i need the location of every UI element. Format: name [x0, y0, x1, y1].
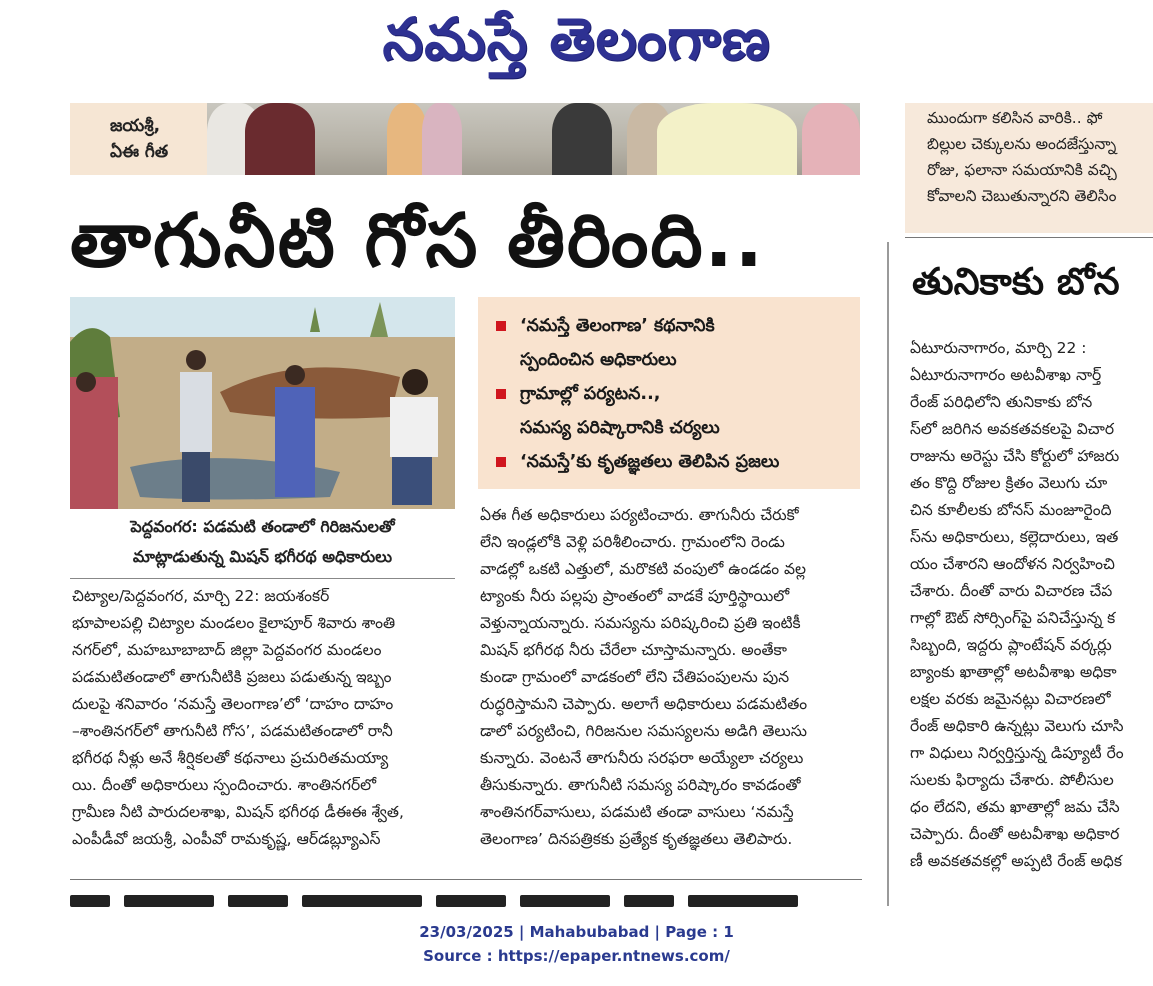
highlight-text: ‘నమస్తే’కు కృతజ్ఞతలు తెలిపిన ప్రజలు — [520, 452, 780, 472]
text-line: ధం లేదని, తమ ఖాతాల్లో జమ చేసి — [910, 798, 1120, 816]
text-line: తం కొద్ది రోజుల క్రితం వెలుగు చూ — [910, 474, 1108, 492]
text-line: సులకు ఫిర్యాదు చేశారు. పోలీసుల — [910, 771, 1114, 789]
highlight-item — [496, 309, 860, 343]
text-line: వాడల్లో ఒకటి ఎత్తులో, మరొకటి వంపులో ఉండడం వల్ల — [480, 560, 807, 578]
text-line: –శాంతినగర్‌లో తాగునీటి గోస’, పడమటితండాలో రానీ — [72, 722, 393, 740]
divider — [905, 237, 1153, 238]
text-line: చెప్పారు. దీంతో అటవీశాఖ అధికార — [910, 825, 1120, 843]
text-line: దులపై శనివారం ‘నమస్తే తెలంగాణ’లో ‘దాహం దాహం — [72, 695, 394, 713]
text-line: ఏటూరునాగారం, మార్చి 22 : — [910, 339, 1087, 357]
footer-source-link[interactable]: Source : https://epaper.ntnews.com/ — [423, 947, 730, 965]
top-caption-line: జయశ్రీ, — [110, 116, 161, 136]
text-line: భూపాలపల్లి చిట్యాల మండలం కైలాపూర్ శివారు శాంతి — [72, 614, 396, 632]
village-photo-illustration — [70, 297, 455, 509]
text-line: నగర్‌లో, మహబూబాబాద్ జిల్లా పెద్దవంగర మండలం — [72, 641, 382, 659]
text-line: చిన కూలీలకు బోనస్ మంజూరైంది — [910, 501, 1112, 519]
footer-edition-info: 23/03/2025 | Mahabubabad | Page : 1 — [419, 923, 734, 941]
text-line: బిల్లుల చెక్కులను అందజేస్తున్నా — [927, 135, 1117, 153]
right-top-article — [905, 103, 1153, 233]
highlight-text: గ్రామాల్లో పర్యటన.., — [520, 384, 661, 404]
text-line: స్‌ను అధికారులు, కల్లెదారులు, ఇత — [910, 528, 1119, 546]
cut-off-headline — [70, 895, 860, 907]
text-line: పడమటితండాలో తాగునీటికి ప్రజలు పడుతున్న ఇబ్బం — [72, 668, 392, 686]
headline: తాగునీటి గోస తీరింది.. — [70, 198, 765, 284]
text-line: గాల్లో ఔట్ సోర్సింగ్‌పై పనిచేస్తున్న క — [910, 609, 1116, 627]
text-line: ట్యాంకు నీరు పల్లపు ప్రాంతంలో వాడకే పూర్తిస్థాయిలో — [480, 587, 790, 605]
text-line: ఏటూరునాగారం అటవీశాఖ నార్త్ — [910, 366, 1102, 384]
text-line: బ్యాంకు ఖాతాల్లో అటవీశాఖ అధికా — [910, 663, 1117, 681]
text-line: యి. దీంతో అధికారులు స్పందించారు. శాంతినగర్‌లో — [72, 776, 377, 794]
text-line: ఏఈ గీత అధికారులు పర్యటించారు. తాగునీరు చేరుకో — [480, 506, 799, 524]
text-line: లక్షల వరకు జమైనట్లు విచారణలో — [910, 690, 1111, 708]
masthead — [0, 0, 1153, 92]
divider — [70, 879, 862, 880]
highlight-text: సమస్య పరిష్కారానికి చర్యలు — [520, 418, 720, 438]
text-line: లేని ఇండ్లలోకి వెళ్లి పరిశీలించారు. గ్రామంలోని రెండు — [480, 533, 785, 551]
text-line: రేంజ్ అధికారి ఉన్నట్లు వెలుగు చూసి — [910, 717, 1124, 735]
text-line: కోవాలని చెబుతున్నారని తెలిసిం — [927, 187, 1117, 205]
text-line: వెళ్తున్నాయన్నారు. సమస్యను పరిష్కరించి ప్రతి ఇంటికీ — [480, 614, 801, 632]
photo-caption-line: పెద్దవంగర: పడమటి తండాలో గిరిజనులతో — [130, 517, 395, 536]
page-footer — [0, 920, 1153, 968]
text-line: డాలో పర్యటించి, గిరిజనుల సమస్యలను అడిగి తెలుసు — [480, 722, 808, 740]
highlight-item — [496, 377, 860, 411]
highlight-text: ‘నమస్తే తెలంగాణ’ కథనానికి — [520, 316, 715, 336]
text-line: సిబ్బంది, ఇద్దరు ప్లాంటేషన్ వర్కర్లు — [910, 636, 1112, 654]
article-left-column — [72, 583, 456, 853]
text-line: కున్నారు. వెంటనే తాగునీరు సరఫరా అయ్యేలా చర్యలు — [480, 749, 804, 767]
square-bullet-icon — [496, 389, 506, 399]
text-line: రోజు, ఫలానా సమయానికి వచ్చి — [927, 161, 1117, 179]
text-line: మిషన్ భగీరథ నీరు చేరేలా చూస్తామన్నారు. అంతేకా — [480, 641, 787, 659]
square-bullet-icon — [496, 321, 506, 331]
article-right-column — [910, 335, 1153, 875]
top-caption-line: ఏఈ గీత — [110, 142, 169, 162]
text-line: కుండా గ్రామంలో వాడకంలో లేని చేతిపంపులను పున — [480, 668, 790, 686]
right-headline: తునికాకు బోన — [912, 260, 1120, 303]
text-line: శాంతినగర్‌వాసులు, పడమటి తండా వాసులు ‘నమస్తే — [480, 803, 794, 821]
text-line: ణీ అవకతవకల్లో అప్పటి రేంజ్ అధిక — [910, 852, 1122, 870]
main-photo — [70, 297, 455, 509]
masthead-logo: నమస్తే తెలంగాణ — [382, 4, 771, 73]
photo-caption-line: మాట్లాడుతున్న మిషన్ భగీరథ అధికారులు — [132, 547, 393, 566]
text-line: రుద్ధరిస్తామని చెప్పారు. అలాగే అధికారులు పడమటితం — [480, 695, 808, 713]
article-middle-column — [480, 502, 862, 853]
text-line: భగీరథ నీళ్లు అనే శీర్షికలతో కథనాలు ప్రచురితమయ్యా — [72, 749, 389, 767]
text-line: ముందుగా కలిసిన వారికి.. ఫో — [927, 109, 1103, 127]
highlight-text: స్పందించిన అధికారులు — [520, 350, 677, 370]
text-line: రాజును అరెస్టు చేసి కోర్టులో హాజరు — [910, 447, 1120, 465]
text-line: తెలంగాణ’ దినపత్రికకు ప్రత్యేక కృతజ్ఞతలు తెలిపారు. — [480, 830, 793, 848]
text-line: చేశారు. దీంతో వారు విచారణ చేప — [910, 582, 1113, 600]
top-photo — [207, 103, 860, 175]
text-line: ఎంపీడీవో జయశ్రీ, ఎంపీవో రామకృష్ణ, ఆర్‌డబ్ల్యూఎస్ — [72, 830, 381, 848]
text-line: స్‌లో జరిగిన అవకతవకలపై విచార — [910, 420, 1115, 438]
text-line: రేంజ్ పరిధిలోని తునికాకు బోన — [910, 393, 1093, 411]
text-line: గ్రామీణ నీటి పారుదలశాఖ, మిషన్ భగీరథ డీఈఈ శ్వేత, — [72, 803, 404, 821]
photo-caption — [70, 512, 455, 579]
highlights-box — [478, 297, 860, 489]
text-line: చిట్యాల/పెద్దవంగర, మార్చి 22: జయశంకర్ — [72, 587, 330, 605]
text-line: గా విధులు నిర్వర్తిస్తున్న డిప్యూటీ రేం — [910, 744, 1124, 762]
square-bullet-icon — [496, 457, 506, 467]
text-line: తీసుకున్నారు. తాగునీటి సమస్య పరిష్కారం కావడంతో — [480, 776, 801, 794]
column-divider — [887, 242, 889, 906]
top-photo-caption — [70, 103, 207, 175]
text-line: యం చేశారని ఆందోళన నిర్వహించి — [910, 555, 1115, 573]
highlight-item — [496, 445, 860, 479]
